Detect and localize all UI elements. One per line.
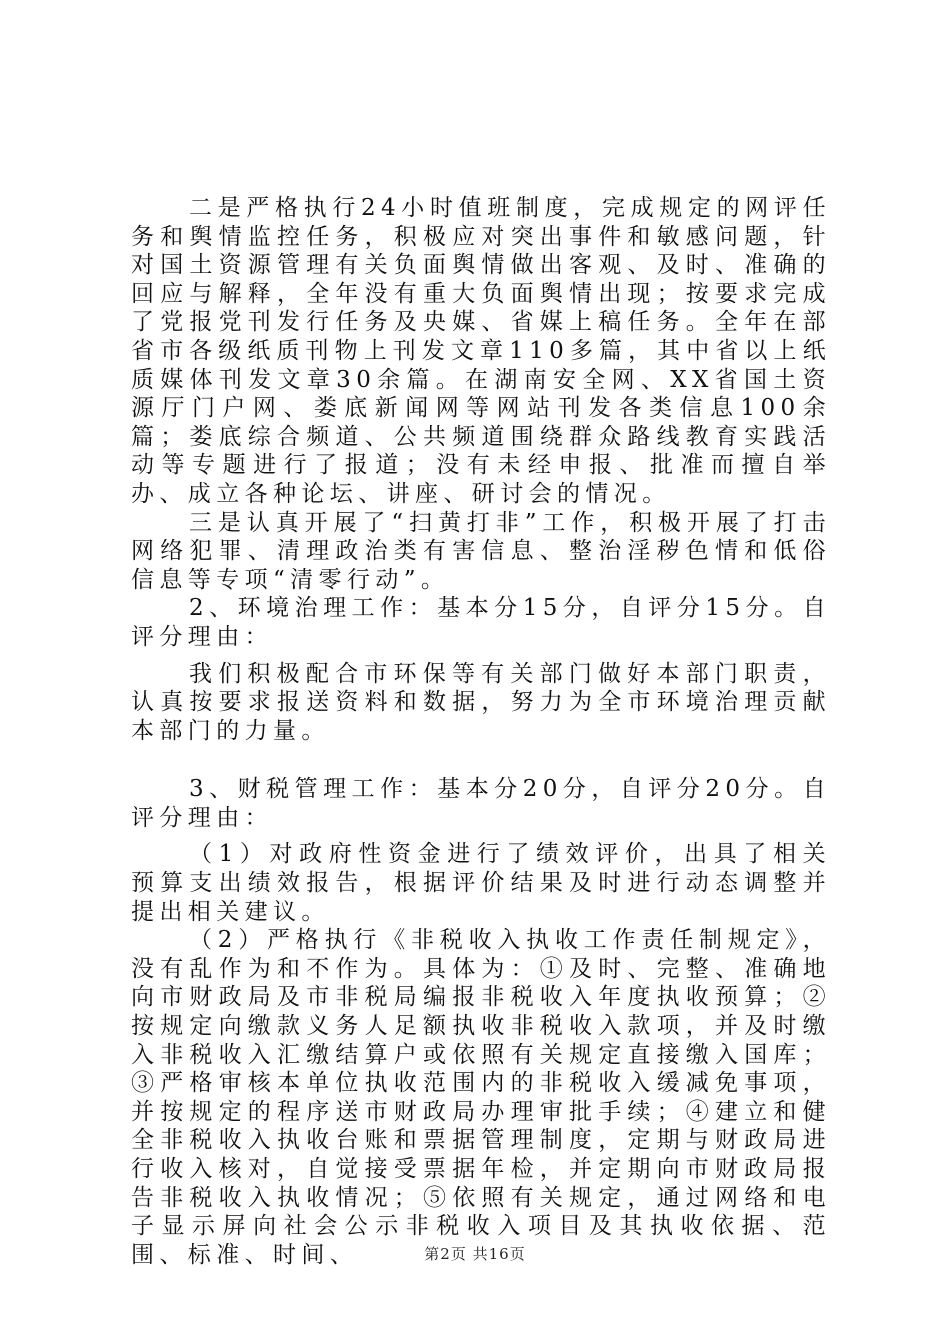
paragraph-finance-item-2: （2）严格执行《非税收入执收工作责任制规定》，没有乱作为和不作为。具体为：①及时、完整、准确地向市财政局及市非税局编报非税收入年度执收预算；②按规定向缴款义务人足额执收非税收入款项，并及时缴入非税收入汇缴结算户或依照有关规定直接缴入国库；③严格审核本单位执收范围内的非税收入缓减免事项，并按规定的程序送市财政局办理审批手续；④建立和健全非税收入执收台账和票据管理制度，定期与财政局进行收入核对，自觉接受票据年检，并定期向市财政局报告非税收入执收情况；⑤依照有关规定，通过网络和电子显示屏向社会公示非税收入项目及其执收依据、范围、标准、时间、 xyxy=(131,927,831,1268)
section-heading-finance: 3、财税管理工作：基本分20分，自评分20分。自评分理由： xyxy=(131,776,831,831)
paragraph-finance-item-1: （1）对政府性资金进行了绩效评价，出具了相关预算支出绩效报告，根据评价结果及时进行动态调整并提出相关建议。 xyxy=(131,841,831,925)
paragraph-second-point: 二是严格执行24小时值班制度，完成规定的网评任务和舆情监控任务，积极应对突出事件和敏感问题，针对国土资源管理有关负面舆情做出客观、及时、准确的回应与解释，全年没有重大负面舆情出现；按要求完成了党报党刊发行任务及央媒、省媒上稿任务。全年在部省市各级纸质刊物上刊发文章110多篇，其中省以上纸质媒体刊发文章30余篇。在湖南安全网、XX省国土资源厅门户网、娄底新闻网等网站刊发各类信息100余篇；娄底综合频道、公共频道围绕群众路线教育实践活动等专题进行了报道；没有未经申报、批准而擅自举办、成立各种论坛、讲座、研讨会的情况。 xyxy=(131,195,831,507)
page-number-indicator: 第2页 共16页 xyxy=(424,1245,526,1263)
section-heading-environment: 2、环境治理工作：基本分15分，自评分15分。自评分理由： xyxy=(131,595,831,650)
paragraph-environment-body: 我们积极配合市环保等有关部门做好本部门职责，认真按要求报送资料和数据，努力为全市环境治理贡献本部门的力量。 xyxy=(131,660,831,744)
paragraph-third-point: 三是认真开展了“扫黄打非”工作，积极开展了打击网络犯罪、清理政治类有害信息、整治淫秽色情和低俗信息等专项“清零行动”。 xyxy=(131,509,831,593)
document-body xyxy=(131,194,831,1269)
page-footer xyxy=(0,1243,950,1264)
